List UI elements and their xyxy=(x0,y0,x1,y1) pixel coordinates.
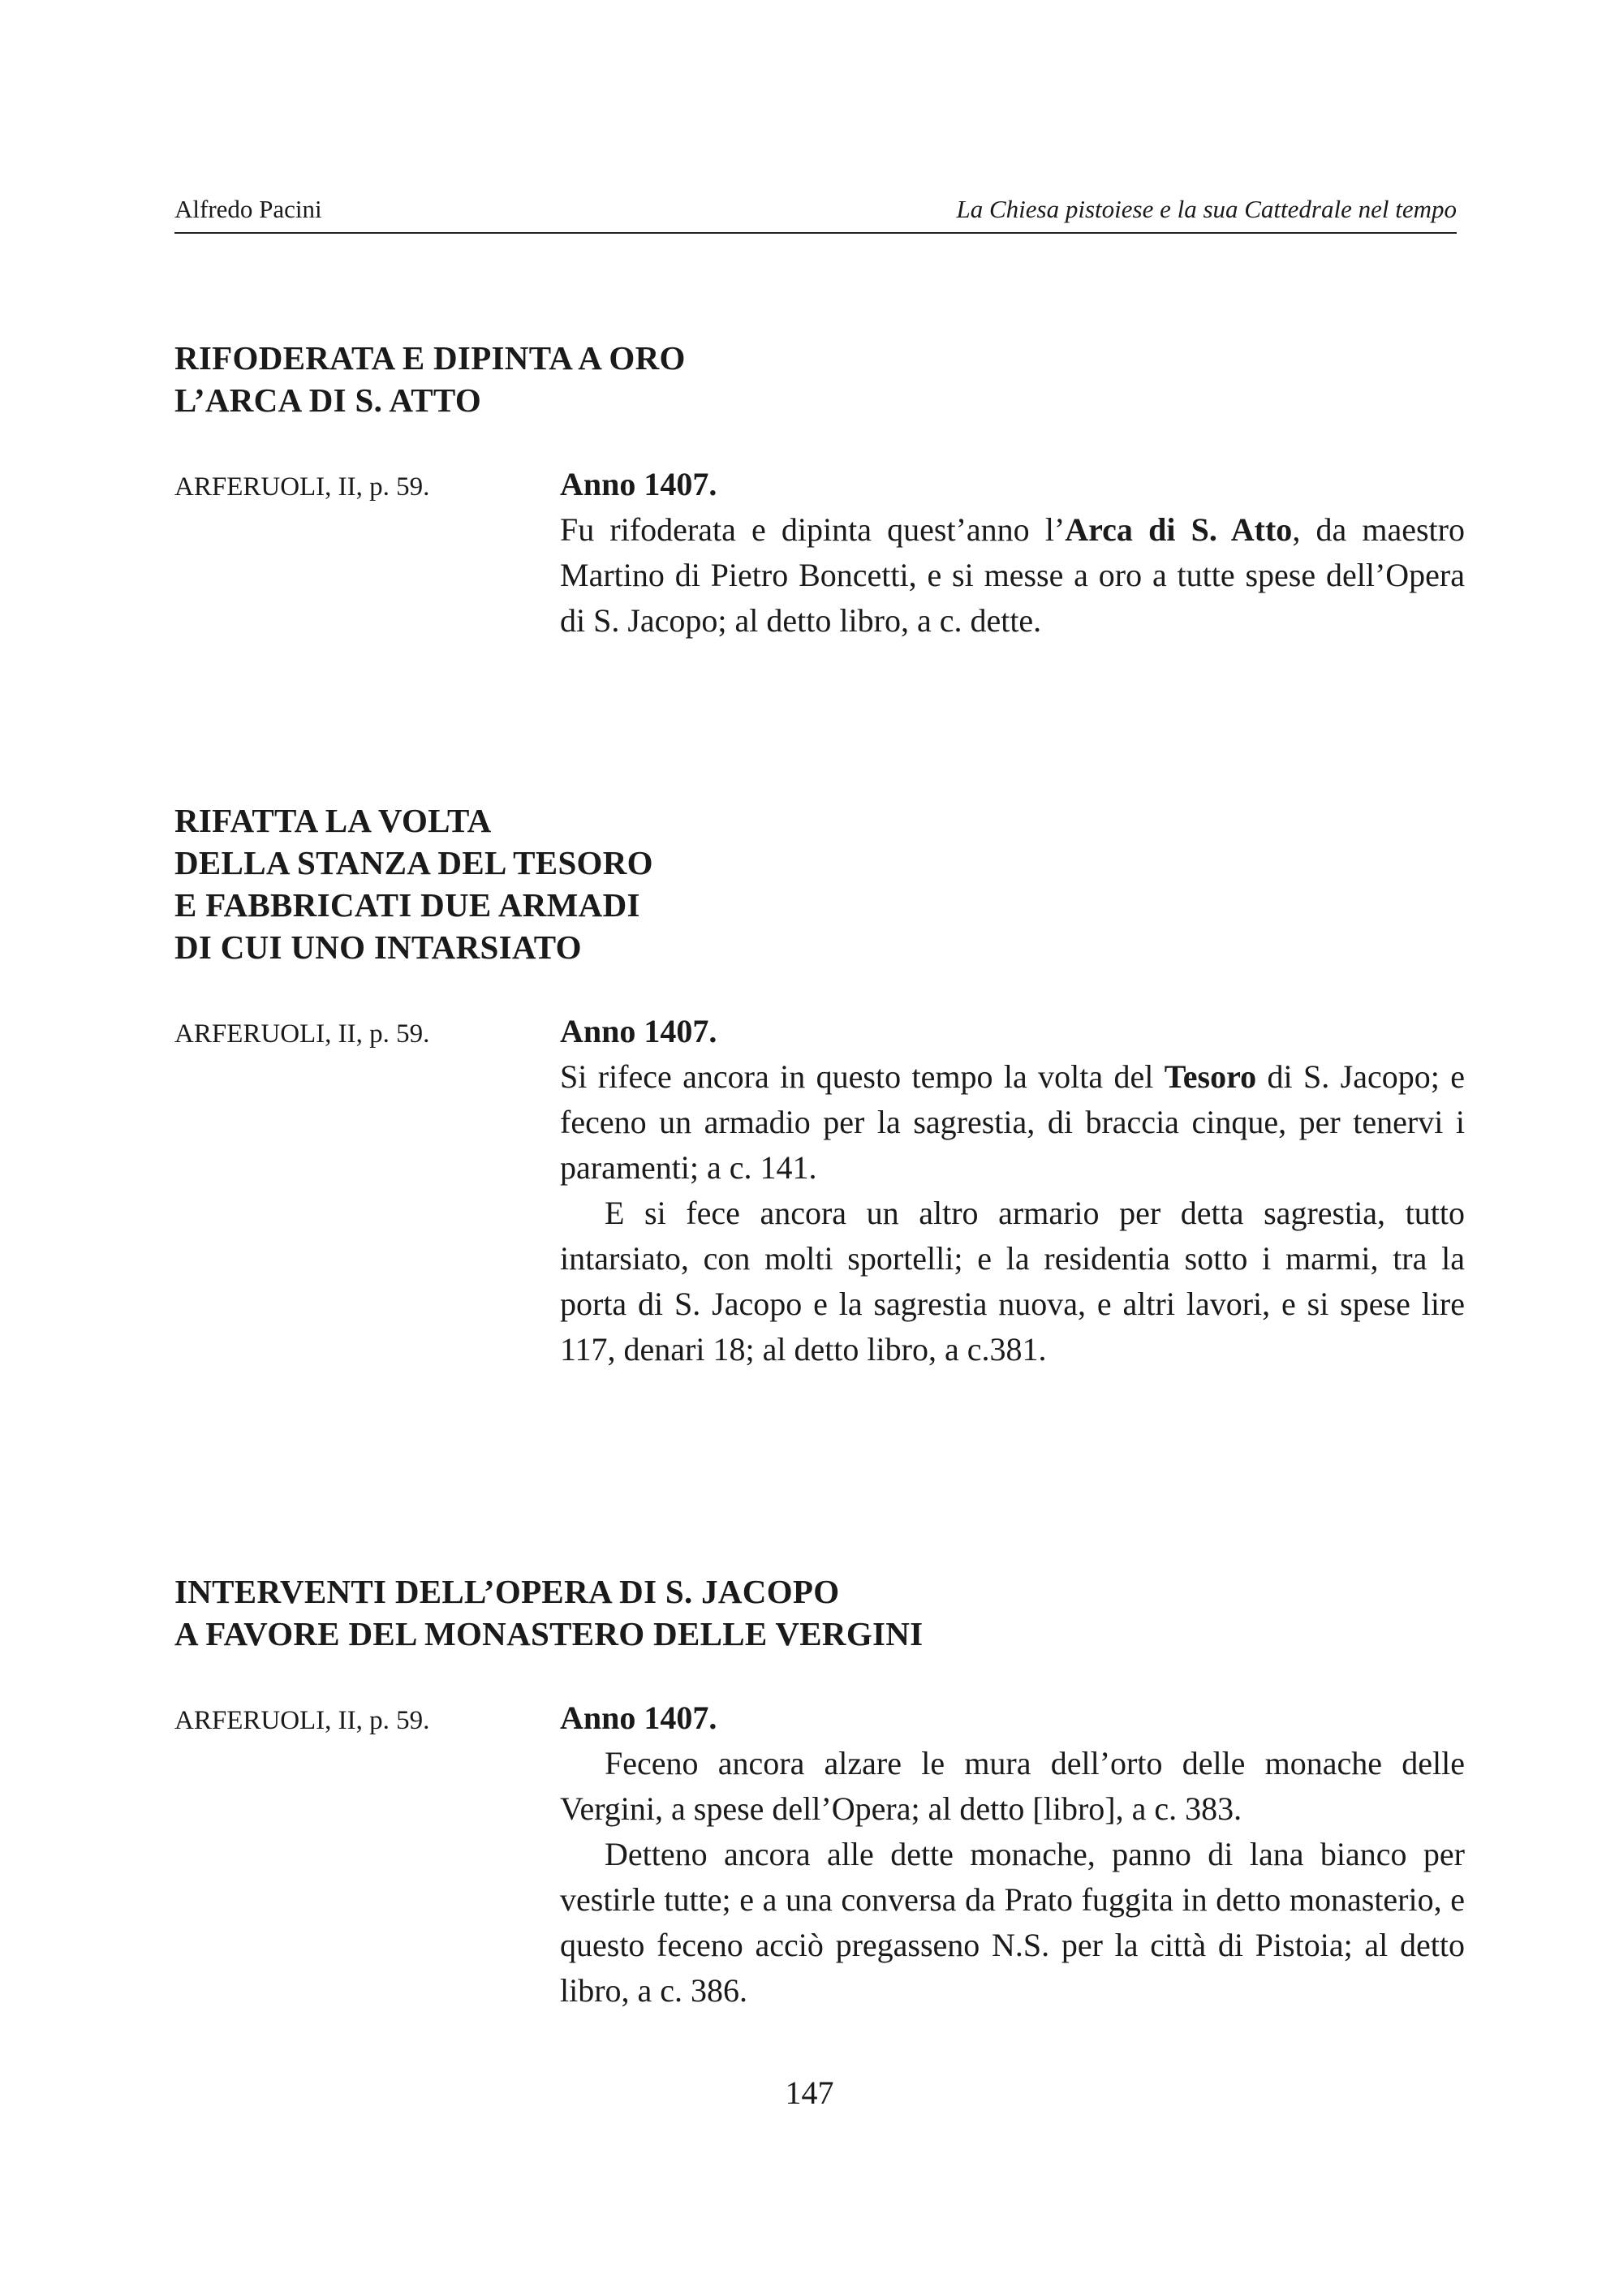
paragraph-bold-text: Arca di S. Atto xyxy=(1065,511,1293,548)
paragraph xyxy=(560,1054,1465,1191)
title-line: RIFATTA LA VOLTA xyxy=(174,802,492,839)
entry-body xyxy=(560,1009,1465,1372)
title-line: L’ARCA DI S. ATTO xyxy=(174,381,482,419)
paragraph-text: Fu rifoderata e dipinta quest’anno l’ xyxy=(560,511,1066,548)
paragraph-text: Si rifece ancora in questo tempo la volta del xyxy=(560,1058,1165,1095)
source-reference: ARFERUOLI, II, p. 59. xyxy=(174,1019,430,1049)
entry-year: Anno 1407. xyxy=(560,1699,717,1736)
paragraph: Detteno ancora alle dette monache, panno di lana bianco per vestirle tutte; e a una conversa da Prato fuggita in detto monasterio, e questo feceno acciò pregasseno N.S. per la città di Pistoia; al detto libro, a c. 386. xyxy=(560,1836,1465,2009)
running-header xyxy=(174,195,1457,234)
title-line: A FAVORE DEL MONASTERO DELLE VERGINI xyxy=(174,1615,924,1652)
paragraph: Feceno ancora alzare le mura dell’orto delle monache delle Vergini, a spese dell’Opera; al detto [libro], a c. 383. xyxy=(560,1745,1465,1827)
header-author: Alfredo Pacini xyxy=(174,195,322,223)
paragraph: E si fece ancora un altro armario per detta sagrestia, tutto intarsiato, con molti sportelli; e la residentia sotto i marmi, tra la porta di S. Jacopo e la sagrestia nuova, e altri lavori, e si spese lire 117, denari 18; al detto libro, a c.381. xyxy=(560,1195,1465,1368)
section-tesoro xyxy=(174,799,1465,1372)
entry-year: Anno 1407. xyxy=(560,466,717,502)
page-number: 147 xyxy=(785,2074,834,2111)
title-line: E FABBRICATI DUE ARMADI xyxy=(174,886,640,924)
paragraph-text: , da maestro Martino di Pietro Boncetti, e si messe a oro a tutte spese dell’Opera di S. Jacopo; al detto libro, a c. dette. xyxy=(560,511,1465,639)
paragraph-text: di S. Jacopo; e feceno un armadio per la sagrestia, di braccia cinque, per tenervi i paramenti; a c. 141. xyxy=(560,1058,1465,1186)
entry-year: Anno 1407. xyxy=(560,1013,717,1049)
entry xyxy=(174,462,1465,644)
section-title xyxy=(174,337,1465,421)
header-book-title: La Chiesa pistoiese e la sua Cattedrale nel tempo xyxy=(956,195,1457,223)
title-line: DI CUI UNO INTARSIATO xyxy=(174,928,582,966)
entry-body xyxy=(560,1695,1465,2014)
section-monastero-vergini xyxy=(174,1570,1465,2014)
entry-body xyxy=(560,462,1465,644)
source-reference: ARFERUOLI, II, p. 59. xyxy=(174,472,430,502)
section-title xyxy=(174,1570,1465,1655)
title-line: INTERVENTI DELL’OPERA DI S. JACOPO xyxy=(174,1573,840,1610)
paragraph xyxy=(560,507,1465,644)
title-line: DELLA STANZA DEL TESORO xyxy=(174,844,653,881)
source-reference: ARFERUOLI, II, p. 59. xyxy=(174,1706,430,1735)
paragraph-bold-text: Tesoro xyxy=(1164,1058,1257,1095)
section-arca-s-atto xyxy=(174,337,1465,644)
title-line: RIFODERATA E DIPINTA A ORO xyxy=(174,339,686,377)
entry xyxy=(174,1009,1465,1372)
section-title xyxy=(174,799,1465,968)
entry xyxy=(174,1695,1465,2014)
